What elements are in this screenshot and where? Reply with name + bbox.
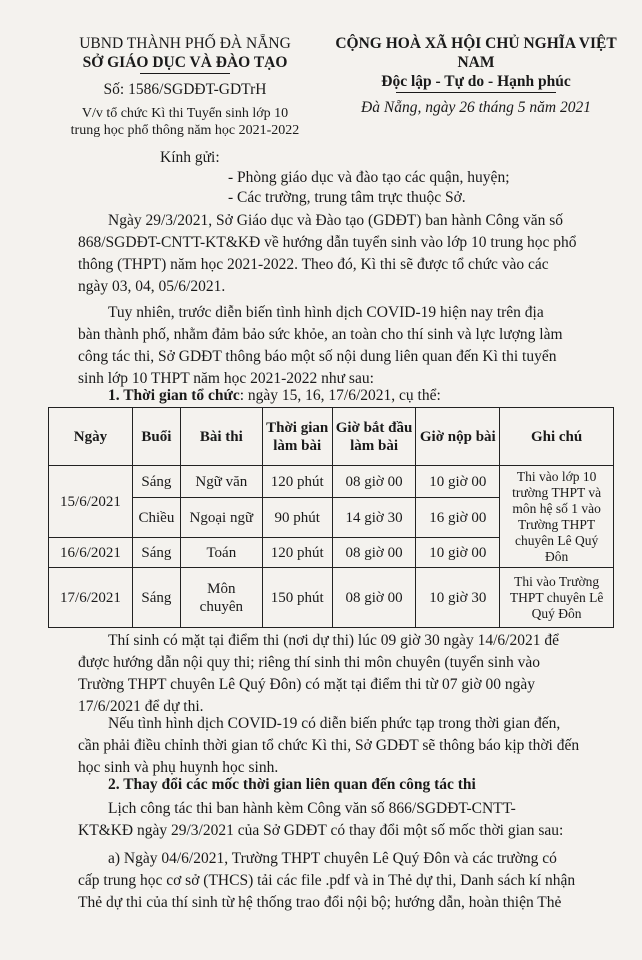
cell-duration: 120 phút	[262, 538, 332, 568]
text-line: thông (THPT) năm học 2021-2022. Theo đó, Kì thi sẽ được tổ chức vào các	[78, 256, 549, 273]
subject-line-1: V/v tổ chức Kì thi Tuyển sinh lớp 10	[81, 106, 289, 121]
section-2-heading: 2. Thay đổi các mốc thời gian liên quan đến công tác thi	[108, 776, 476, 793]
paragraph-1	[78, 210, 588, 298]
exam-schedule-table	[48, 407, 614, 628]
text-line: học sinh và phụ huynh học sinh.	[78, 759, 279, 776]
header-date: Ngày	[49, 408, 133, 466]
text-line: 17/6/2021 để dự thi.	[78, 698, 204, 715]
cell-duration: 120 phút	[262, 466, 332, 498]
text-line: được hướng dẫn nội quy thi; riêng thí sinh thi môn chuyên (tuyển sinh vào	[78, 654, 540, 671]
issuer-underline	[140, 73, 230, 74]
header-submit: Giờ nộp bài	[416, 408, 500, 466]
text-line: Thẻ dự thi của thí sinh từ hệ thống trao đổi nội bộ; hướng dẫn, hoàn thiện Thẻ	[78, 894, 562, 911]
issuer-parent: UBND THÀNH PHỐ ĐÀ NẴNG	[79, 35, 291, 52]
issuer-name: SỞ GIÁO DỤC VÀ ĐÀO TẠO	[82, 54, 288, 71]
cell-session: Sáng	[132, 538, 180, 568]
text-line: Trường THPT chuyên Lê Quý Đôn) có mặt tại điểm thi từ 07 giờ 00 ngày	[78, 676, 535, 693]
motto-underline	[396, 92, 556, 93]
paragraph-5	[78, 798, 588, 842]
cell-note: Thi vào Trường THPT chuyên Lê Quý Đôn	[500, 568, 614, 628]
paragraph-2	[78, 302, 588, 390]
recipient-item: - Phòng giáo dục và đào tạo các quận, huyện;	[228, 169, 510, 186]
text-line: 868/SGDĐT-CNTT-KT&KĐ về hướng dẫn tuyển sinh vào lớp 10 trung học phổ	[78, 234, 577, 251]
text-line: Thí sinh có mặt tại điểm thi (nơi dự thi) lúc 09 giờ 30 ngày 14/6/2021 để	[108, 632, 559, 649]
cell-subject: Ngữ văn	[180, 466, 262, 498]
text-line: ngày 03, 04, 05/6/2021.	[78, 278, 226, 295]
header-session: Buổi	[132, 408, 180, 466]
section-1-rest: : ngày 15, 16, 17/6/2021, cụ thể:	[239, 387, 441, 404]
cell-date: 15/6/2021	[49, 466, 133, 538]
header-duration: Thời gian làm bài	[262, 408, 332, 466]
table-row	[49, 568, 614, 628]
cell-submit: 10 giờ 00	[416, 466, 500, 498]
text-line: cần phải điều chỉnh thời gian tổ chức Kì thi, Sở GDĐT sẽ thông báo kịp thời đến	[78, 737, 580, 754]
paragraph-4	[78, 713, 588, 779]
subject-line	[40, 105, 330, 139]
cell-start: 08 giờ 00	[332, 538, 416, 568]
cell-subject: Ngoại ngữ	[180, 498, 262, 538]
text-line: bàn thành phố, nhằm đảm bảo sức khỏe, an toàn cho thí sinh và lực lượng làm	[78, 326, 563, 343]
cell-submit: 16 giờ 00	[416, 498, 500, 538]
text-line: Ngày 29/3/2021, Sở Giáo dục và Đào tạo (GDĐT) ban hành Công văn số	[108, 212, 564, 229]
text-line: Tuy nhiên, trước diễn biến tình hình dịch COVID-19 hiện nay trên địa	[108, 304, 544, 321]
cell-duration: 150 phút	[262, 568, 332, 628]
cell-date: 16/6/2021	[49, 538, 133, 568]
cell-date: 17/6/2021	[49, 568, 133, 628]
section-1-heading	[108, 386, 441, 406]
document-date: Đà Nẵng, ngày 26 tháng 5 năm 2021	[361, 99, 591, 116]
cell-start: 08 giờ 00	[332, 466, 416, 498]
text-line: sinh lớp 10 THPT năm học 2021-2022 như sau:	[78, 370, 374, 387]
national-header	[316, 34, 636, 117]
section-1-title: 1. Thời gian tổ chức	[108, 387, 240, 404]
cell-subject: Môn chuyên	[180, 568, 262, 628]
issuer-block	[40, 34, 330, 99]
recipients-label: Kính gửi:	[160, 149, 220, 166]
header-subject: Bài thi	[180, 408, 262, 466]
cell-start: 08 giờ 00	[332, 568, 416, 628]
paragraph-3	[78, 630, 588, 718]
national-motto: Độc lập - Tự do - Hạnh phúc	[381, 73, 571, 90]
header-notes: Ghi chú	[500, 408, 614, 466]
cell-session: Sáng	[132, 466, 180, 498]
recipient-item: - Các trường, trung tâm trực thuộc Sở.	[228, 189, 466, 206]
header-start: Giờ bắt đầu làm bài	[332, 408, 416, 466]
cell-session: Sáng	[132, 568, 180, 628]
cell-subject: Toán	[180, 538, 262, 568]
cell-start: 14 giờ 30	[332, 498, 416, 538]
text-line: cấp trung học cơ sở (THCS) tải các file .pdf và in Thẻ dự thi, Danh sách kí nhận	[78, 872, 576, 889]
cell-note: Thi vào lớp 10 trường THPT và môn hệ số 1 vào Trường THPT chuyên Lê Quý Đôn	[500, 466, 614, 568]
cell-submit: 10 giờ 00	[416, 538, 500, 568]
table-header-row	[49, 408, 614, 466]
cell-duration: 90 phút	[262, 498, 332, 538]
cell-session: Chiều	[132, 498, 180, 538]
document-number: Số: 1586/SGDĐT-GDTrH	[103, 81, 267, 98]
text-line: công tác thi, Sở GDĐT thông báo một số nội dung liên quan đến Kì thi tuyển	[78, 348, 557, 365]
paragraph-6	[78, 848, 588, 914]
table-row	[49, 466, 614, 498]
recipients	[160, 148, 510, 208]
subject-line-2: trung học phổ thông năm học 2021-2022	[70, 123, 300, 138]
national-title: CỘNG HOÀ XÃ HỘI CHỦ NGHĨA VIỆT NAM	[335, 35, 617, 71]
cell-submit: 10 giờ 30	[416, 568, 500, 628]
text-line: Nếu tình hình dịch COVID-19 có diễn biến phức tạp trong thời gian đến,	[108, 715, 561, 732]
text-line: KT&KĐ ngày 29/3/2021 của Sở GDĐT có thay đổi một số mốc thời gian sau:	[78, 822, 564, 839]
text-line: Lịch công tác thi ban hành kèm Công văn số 866/SGDĐT-CNTT-	[108, 800, 516, 817]
text-line: a) Ngày 04/6/2021, Trường THPT chuyên Lê Quý Đôn và các trường có	[108, 850, 557, 867]
